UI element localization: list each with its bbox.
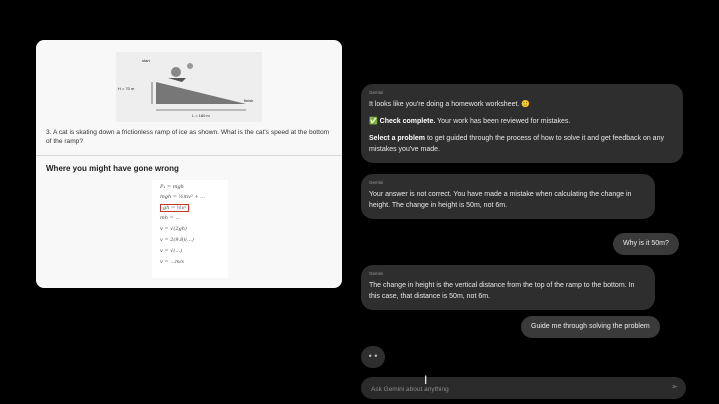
user-message: Why is it 50m? <box>613 233 679 255</box>
assistant-message <box>361 265 655 310</box>
assistant-message <box>361 84 683 163</box>
divider <box>36 155 342 156</box>
message-text <box>369 116 673 127</box>
user-message: Guide me through solving the problem <box>521 316 660 338</box>
work-line: v = √(...) <box>160 248 183 254</box>
worksheet-card <box>36 40 342 288</box>
select-problem-label: Select a problem <box>369 135 426 142</box>
message-text: It looks like you're doing a homework worksheet. 🙂 <box>369 101 531 108</box>
message-text: The change in height is the vertical distance from the top of the ramp to the bottom. In this case, that distance is 50m, not 6m. <box>369 282 635 300</box>
diagram-finish-label: finish <box>244 98 254 103</box>
message-text <box>369 133 673 155</box>
ramp-diagram <box>116 52 262 122</box>
sender-label: Gemini <box>369 180 384 185</box>
send-icon[interactable]: ➢ <box>671 382 678 391</box>
chat-input[interactable] <box>369 381 663 397</box>
message-text: Your answer is not correct. You have made a mistake when calculating the change in height. The change in height is 50m, not 6m. <box>369 191 632 209</box>
diagram-start-label: start <box>142 58 150 63</box>
work-line: mh = ... <box>160 215 181 221</box>
work-line: v = 2(9.8)(...) <box>160 237 194 243</box>
chat-input-bar <box>361 377 686 399</box>
work-line: mgh = ½mv² + ... <box>160 194 206 200</box>
sender-label: Gemini <box>369 90 384 95</box>
check-complete-label: Check complete. <box>379 118 436 125</box>
question-text: 3. A cat is skating down a frictionless ramp of ice as shown. What is the cat's speed at the bottom of the ramp? <box>46 129 330 145</box>
ramp-illustration <box>116 52 262 122</box>
check-complete-text: Your work has been reviewed for mistakes. <box>435 118 571 125</box>
select-problem-text: to get guided through the process of how to solve it and get feedback on any mistakes you've made. <box>369 135 664 153</box>
handwritten-work <box>152 180 228 278</box>
check-icon: ✅ <box>369 118 378 125</box>
text-cursor-icon: I <box>424 373 428 387</box>
diagram-height-label: H = 70 m <box>118 86 135 91</box>
sender-label: Gemini <box>369 271 384 276</box>
work-line: v = √(2gh) <box>160 226 187 232</box>
work-line-highlighted: gh = ½v² <box>160 204 189 212</box>
diagram-length-label: L = 160 m <box>192 113 210 118</box>
assistant-message <box>361 174 655 219</box>
work-line: P₁ = mgh <box>160 184 184 190</box>
mistake-section-title: Where you might have gone wrong <box>46 164 179 173</box>
typing-indicator: • • <box>361 346 385 368</box>
work-line: v = ...m/s <box>160 259 184 265</box>
